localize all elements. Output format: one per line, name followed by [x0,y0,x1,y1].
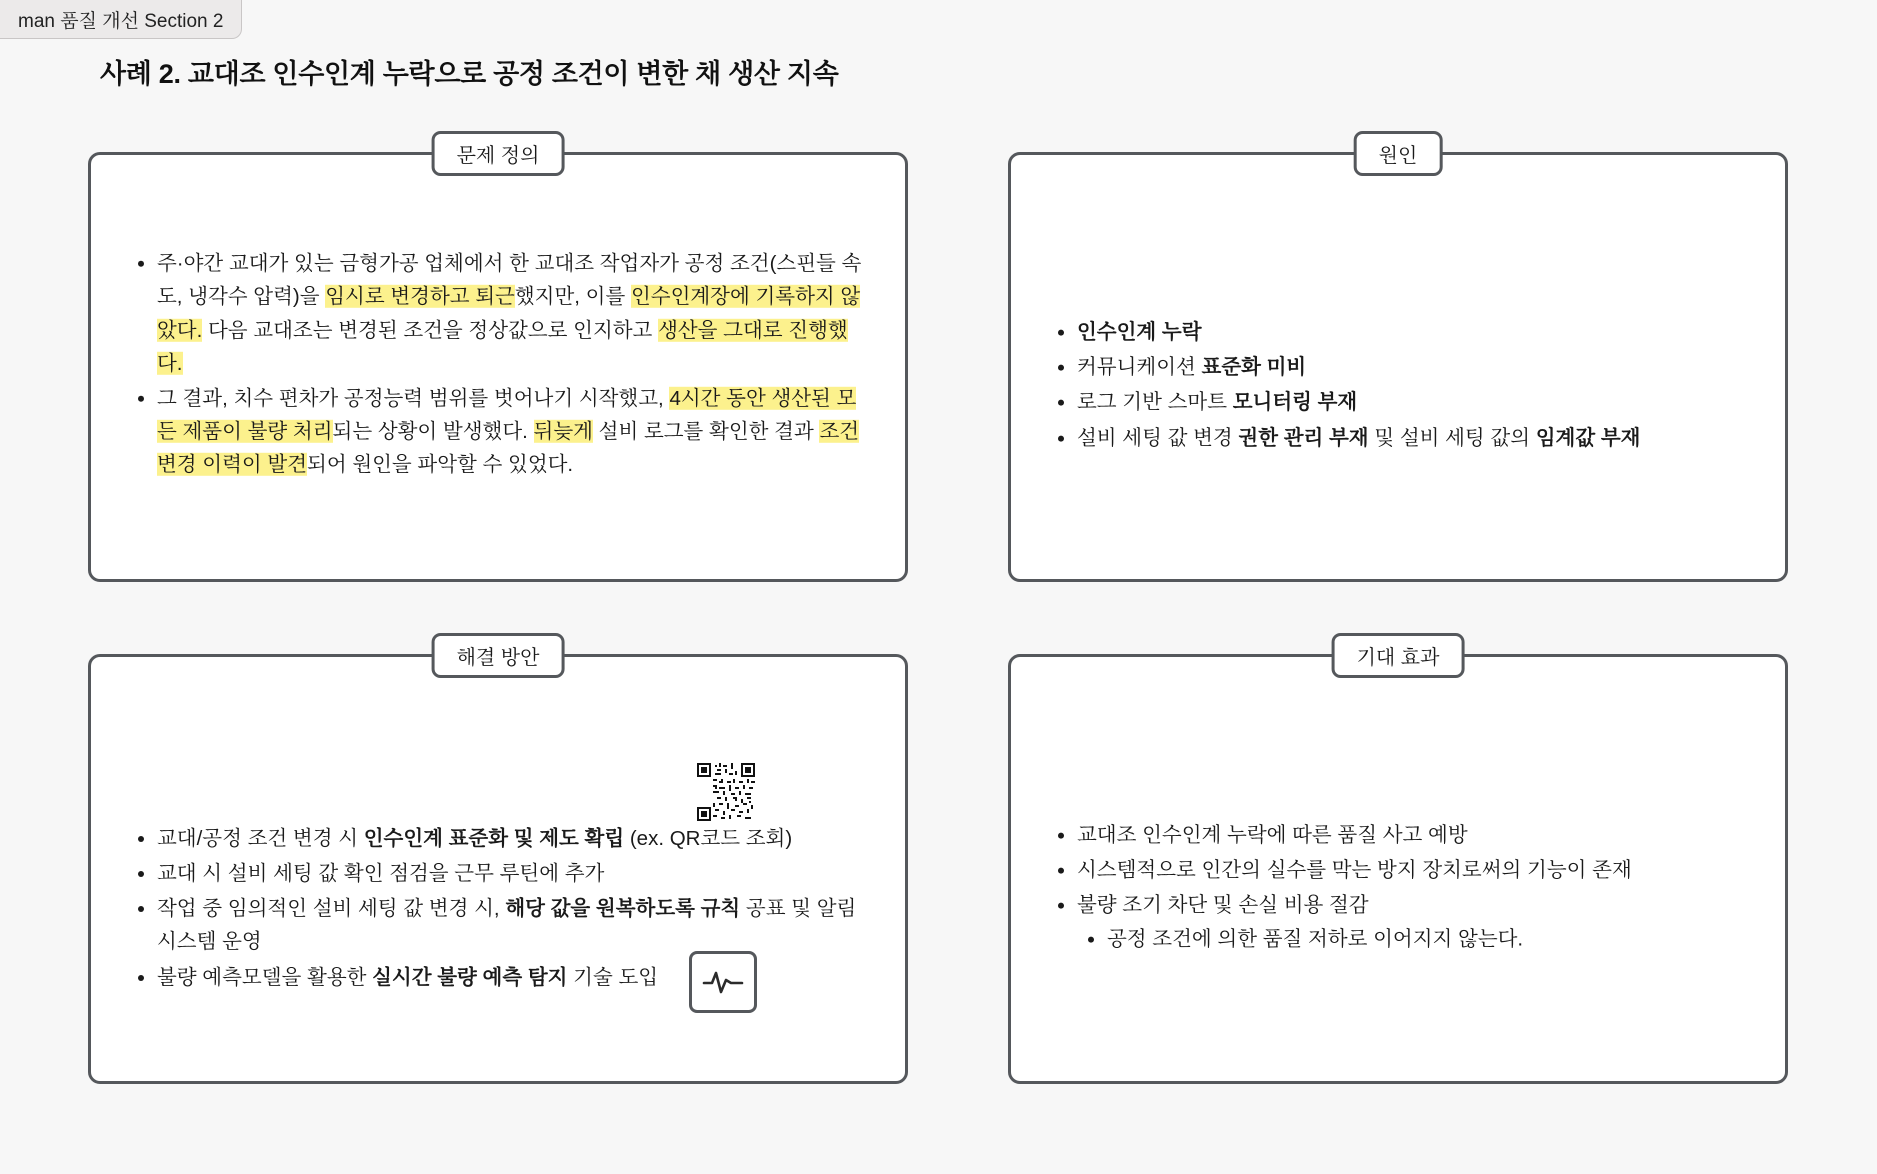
card-label-problem: 문제 정의 [432,131,565,176]
card-solution [88,647,908,1084]
list-item: • 그 결과, 치수 편차가 공정능력 범위를 벗어나기 시작했고, 4시간 동안 생산된 모든 제품이 불량 처리되는 상황이 발생했다. 뒤늦게 설비 로그를 확인한 결과 조건 변경 이력이 발견되어 원인을 파악할 수 있었다. [157,382,867,482]
page-title: 사례 2. 교대조 인수인계 누락으로 공정 조건이 변한 채 생산 지속 [100,59,839,89]
highlighted-text: 뒤늦게 [533,420,593,444]
card-body-cause [1008,152,1788,582]
list-item: • 작업 중 임의적인 설비 세팅 값 변경 시, 해당 값을 원복하도록 규칙 공표 및 알림 시스템 운영 [157,892,867,958]
pulse-monitor-icon [689,951,757,1013]
bold-text: 인수인계 누락 [1077,320,1202,344]
list-item: • 불량 예측모델을 활용한 실시간 불량 예측 탐지 기술 도입 [157,961,867,994]
bold-text: 표준화 미비 [1201,355,1307,379]
card-problem-definition [88,145,908,582]
list-item [1077,316,1747,349]
effect-bullet-list [1049,819,1747,956]
list-item: • 교대조 인수인계 누락에 따른 품질 사고 예방 [1077,819,1747,852]
list-item: • 시스템적으로 인간의 실수를 막는 방지 장치로써의 기능이 존재 [1077,854,1747,887]
problem-bullet-list [129,247,867,481]
bold-text: 해당 값을 원복하도록 규칙 [505,897,741,921]
highlighted-text: 생산을 그대로 진행했다. [157,318,848,375]
bold-text: 실시간 불량 예측 탐지 [372,965,568,989]
cause-bullet-list [1049,316,1747,455]
highlighted-text: 조건 변경 이력이 발견 [157,420,860,477]
card-label-solution: 해결 방안 [432,633,565,678]
bold-text: 권한 관리 부재 [1238,426,1369,450]
list-item: • 커뮤니케이션 표준화 미비 [1077,351,1747,384]
list-item: • 교대 시 설비 세팅 값 확인 점검을 근무 루틴에 추가 [157,857,867,890]
bold-text: 모니터링 부재 [1232,391,1358,414]
card-expected-effect [1008,647,1788,1084]
list-item: • 공정 조건에 의한 품질 저하로 이어지지 않는다. [1107,922,1747,955]
slide-content [0,42,1877,1174]
card-body-solution [88,654,908,1084]
card-body-problem [88,152,908,582]
highlighted-text: 인수인계장에 기록하지 않았다. [157,285,861,342]
card-label-effect: 기대 효과 [1332,633,1465,678]
card-cause [1008,145,1788,582]
list-item: • 주·야간 교대가 있는 금형가공 업체에서 한 교대조 작업자가 공정 조건(스핀들 속도, 냉각수 압력)을 임시로 변경하고 퇴근했지만, 이를 인수인계장에 기록하지 않았다. 다음 교대조는 변경된 조건을 정상값으로 인지하고 생산을 그대로 진행했다. [157,247,867,380]
card-body-effect [1008,654,1788,1084]
tab-label: man 품질 개선 Section 2 [18,10,224,32]
highlighted-text: 임시로 변경하고 퇴근 [325,285,515,309]
bold-text: 임계값 부재 [1535,426,1641,450]
highlighted-text: 4시간 동안 생산된 모든 제품이 불량 처리 [157,386,857,444]
list-item: • 설비 세팅 값 변경 권한 관리 부재 및 설비 세팅 값의 임계값 부재 [1077,421,1747,454]
card-grid [88,145,1788,1084]
tab-bar [0,0,242,42]
tab-section-2[interactable] [0,0,242,39]
bold-text: 인수인계 표준화 및 제도 확립 [363,826,625,850]
list-item: • 로그 기반 스마트 모니터링 부재 [1077,386,1747,419]
card-label-cause: 원인 [1354,131,1443,176]
effect-sub-bullet-list [1077,922,1747,955]
list-item: • 불량 조기 차단 및 손실 비용 절감 • 공정 조건에 의한 품질 저하로 이어지지 않는다. [1077,889,1747,955]
list-item: • 교대/공정 조건 변경 시 인수인계 표준화 및 제도 확립 (ex. QR코드 조회) [157,822,867,855]
qr-code-icon [697,763,755,821]
